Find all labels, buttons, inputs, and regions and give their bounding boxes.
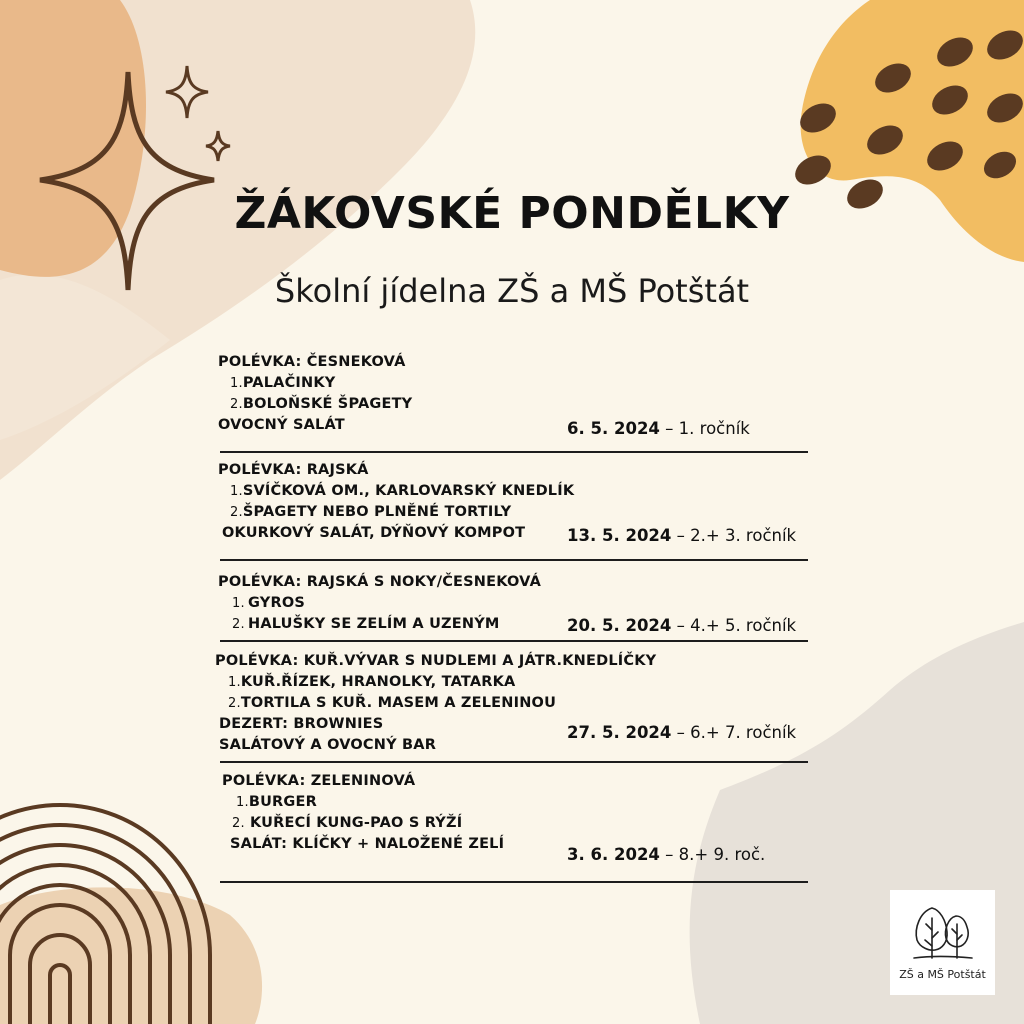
date-grade: [567, 419, 750, 438]
dish-name: GYROS: [248, 595, 306, 611]
divider: [220, 451, 808, 453]
menu-item-1: [230, 483, 574, 499]
trees-icon: [890, 890, 995, 970]
menu-item-2: [232, 616, 500, 632]
date-grade: [567, 616, 796, 635]
item-number: 2.: [232, 816, 245, 831]
menu-item-1: [232, 595, 305, 611]
side-dish-line: OVOCNÝ SALÁT: [218, 417, 345, 433]
item-number: 1.: [228, 675, 241, 690]
grade-label: – 2.+ 3. ročník: [671, 526, 797, 545]
date-grade: [567, 526, 796, 545]
dessert-line: DEZERT: BROWNIES: [219, 716, 384, 732]
grade-label: – 4.+ 5. ročník: [671, 616, 797, 635]
page-subtitle: Školní jídelna ZŠ a MŠ Potštát: [274, 272, 750, 310]
side-dish-line: OKURKOVÝ SALÁT, DÝŇOVÝ KOMPOT: [222, 525, 526, 541]
school-logo: [890, 890, 995, 995]
soup-line: POLÉVKA: ČESNEKOVÁ: [218, 354, 406, 370]
dish-name: ŠPAGETY NEBO PLNĚNÉ TORTILY: [242, 504, 512, 520]
menu-date: 13. 5. 2024: [567, 526, 672, 545]
date-grade: [567, 723, 796, 742]
item-number: 1.: [236, 795, 249, 810]
item-number: 2.: [232, 617, 245, 632]
item-number: 2.: [230, 397, 243, 412]
menu-item-1: [228, 674, 515, 690]
side-dish-line: SALÁTOVÝ A OVOCNÝ BAR: [219, 737, 437, 753]
page-title: ŽÁKOVSKÉ PONDĚLKY: [234, 188, 790, 239]
logo-text: ZŠ a MŠ Potštát: [899, 968, 986, 981]
item-number: 2.: [228, 696, 241, 711]
soup-line: POLÉVKA: RAJSKÁ S NOKY/ČESNEKOVÁ: [218, 574, 542, 590]
date-grade: [567, 845, 765, 864]
menu-date: 6. 5. 2024: [567, 419, 660, 438]
menu-date: 27. 5. 2024: [567, 723, 672, 742]
menu-item-2: [232, 815, 462, 831]
grade-label: – 6.+ 7. ročník: [671, 723, 797, 742]
menu-date: 3. 6. 2024: [567, 845, 660, 864]
dish-name: HALUŠKY SE ZELÍM A UZENÝM: [248, 616, 500, 632]
item-number: 1.: [232, 596, 245, 611]
dish-name: PALAČINKY: [242, 375, 336, 391]
divider: [220, 559, 808, 561]
dish-name: SVÍČKOVÁ OM., KARLOVARSKÝ KNEDLÍK: [242, 483, 575, 499]
grade-label: – 8.+ 9. roč.: [659, 845, 766, 864]
menu-date: 20. 5. 2024: [567, 616, 672, 635]
dish-name: KUŘ.ŘÍZEK, HRANOLKY, TATARKA: [240, 674, 516, 690]
dish-name: TORTILA S KUŘ. MASEM A ZELENINOU: [240, 695, 557, 711]
soup-line: POLÉVKA: KUŘ.VÝVAR S NUDLEMI A JÁTR.KNEDLÍČKY: [215, 653, 657, 669]
divider: [220, 761, 808, 763]
item-number: 2.: [230, 505, 243, 520]
menu-item-2: [228, 695, 556, 711]
menu-item-2: [230, 504, 511, 520]
menu-item-1: [230, 375, 336, 391]
dish-name: BOLOŇSKÉ ŠPAGETY: [242, 396, 413, 412]
soup-line: POLÉVKA: RAJSKÁ: [218, 462, 369, 478]
divider: [220, 640, 808, 642]
item-number: 1.: [230, 376, 243, 391]
menu-item-2: [230, 396, 412, 412]
soup-line: POLÉVKA: ZELENINOVÁ: [222, 773, 416, 789]
menu-item-1: [236, 794, 317, 810]
grade-label: – 1. ročník: [659, 419, 750, 438]
dish-name: BURGER: [248, 794, 317, 810]
side-dish-line: SALÁT: KLÍČKY + NALOŽENÉ ZELÍ: [230, 836, 505, 852]
item-number: 1.: [230, 484, 243, 499]
divider: [220, 881, 808, 883]
dish-name: KUŘECÍ KUNG-PAO S RÝŽÍ: [250, 815, 463, 831]
